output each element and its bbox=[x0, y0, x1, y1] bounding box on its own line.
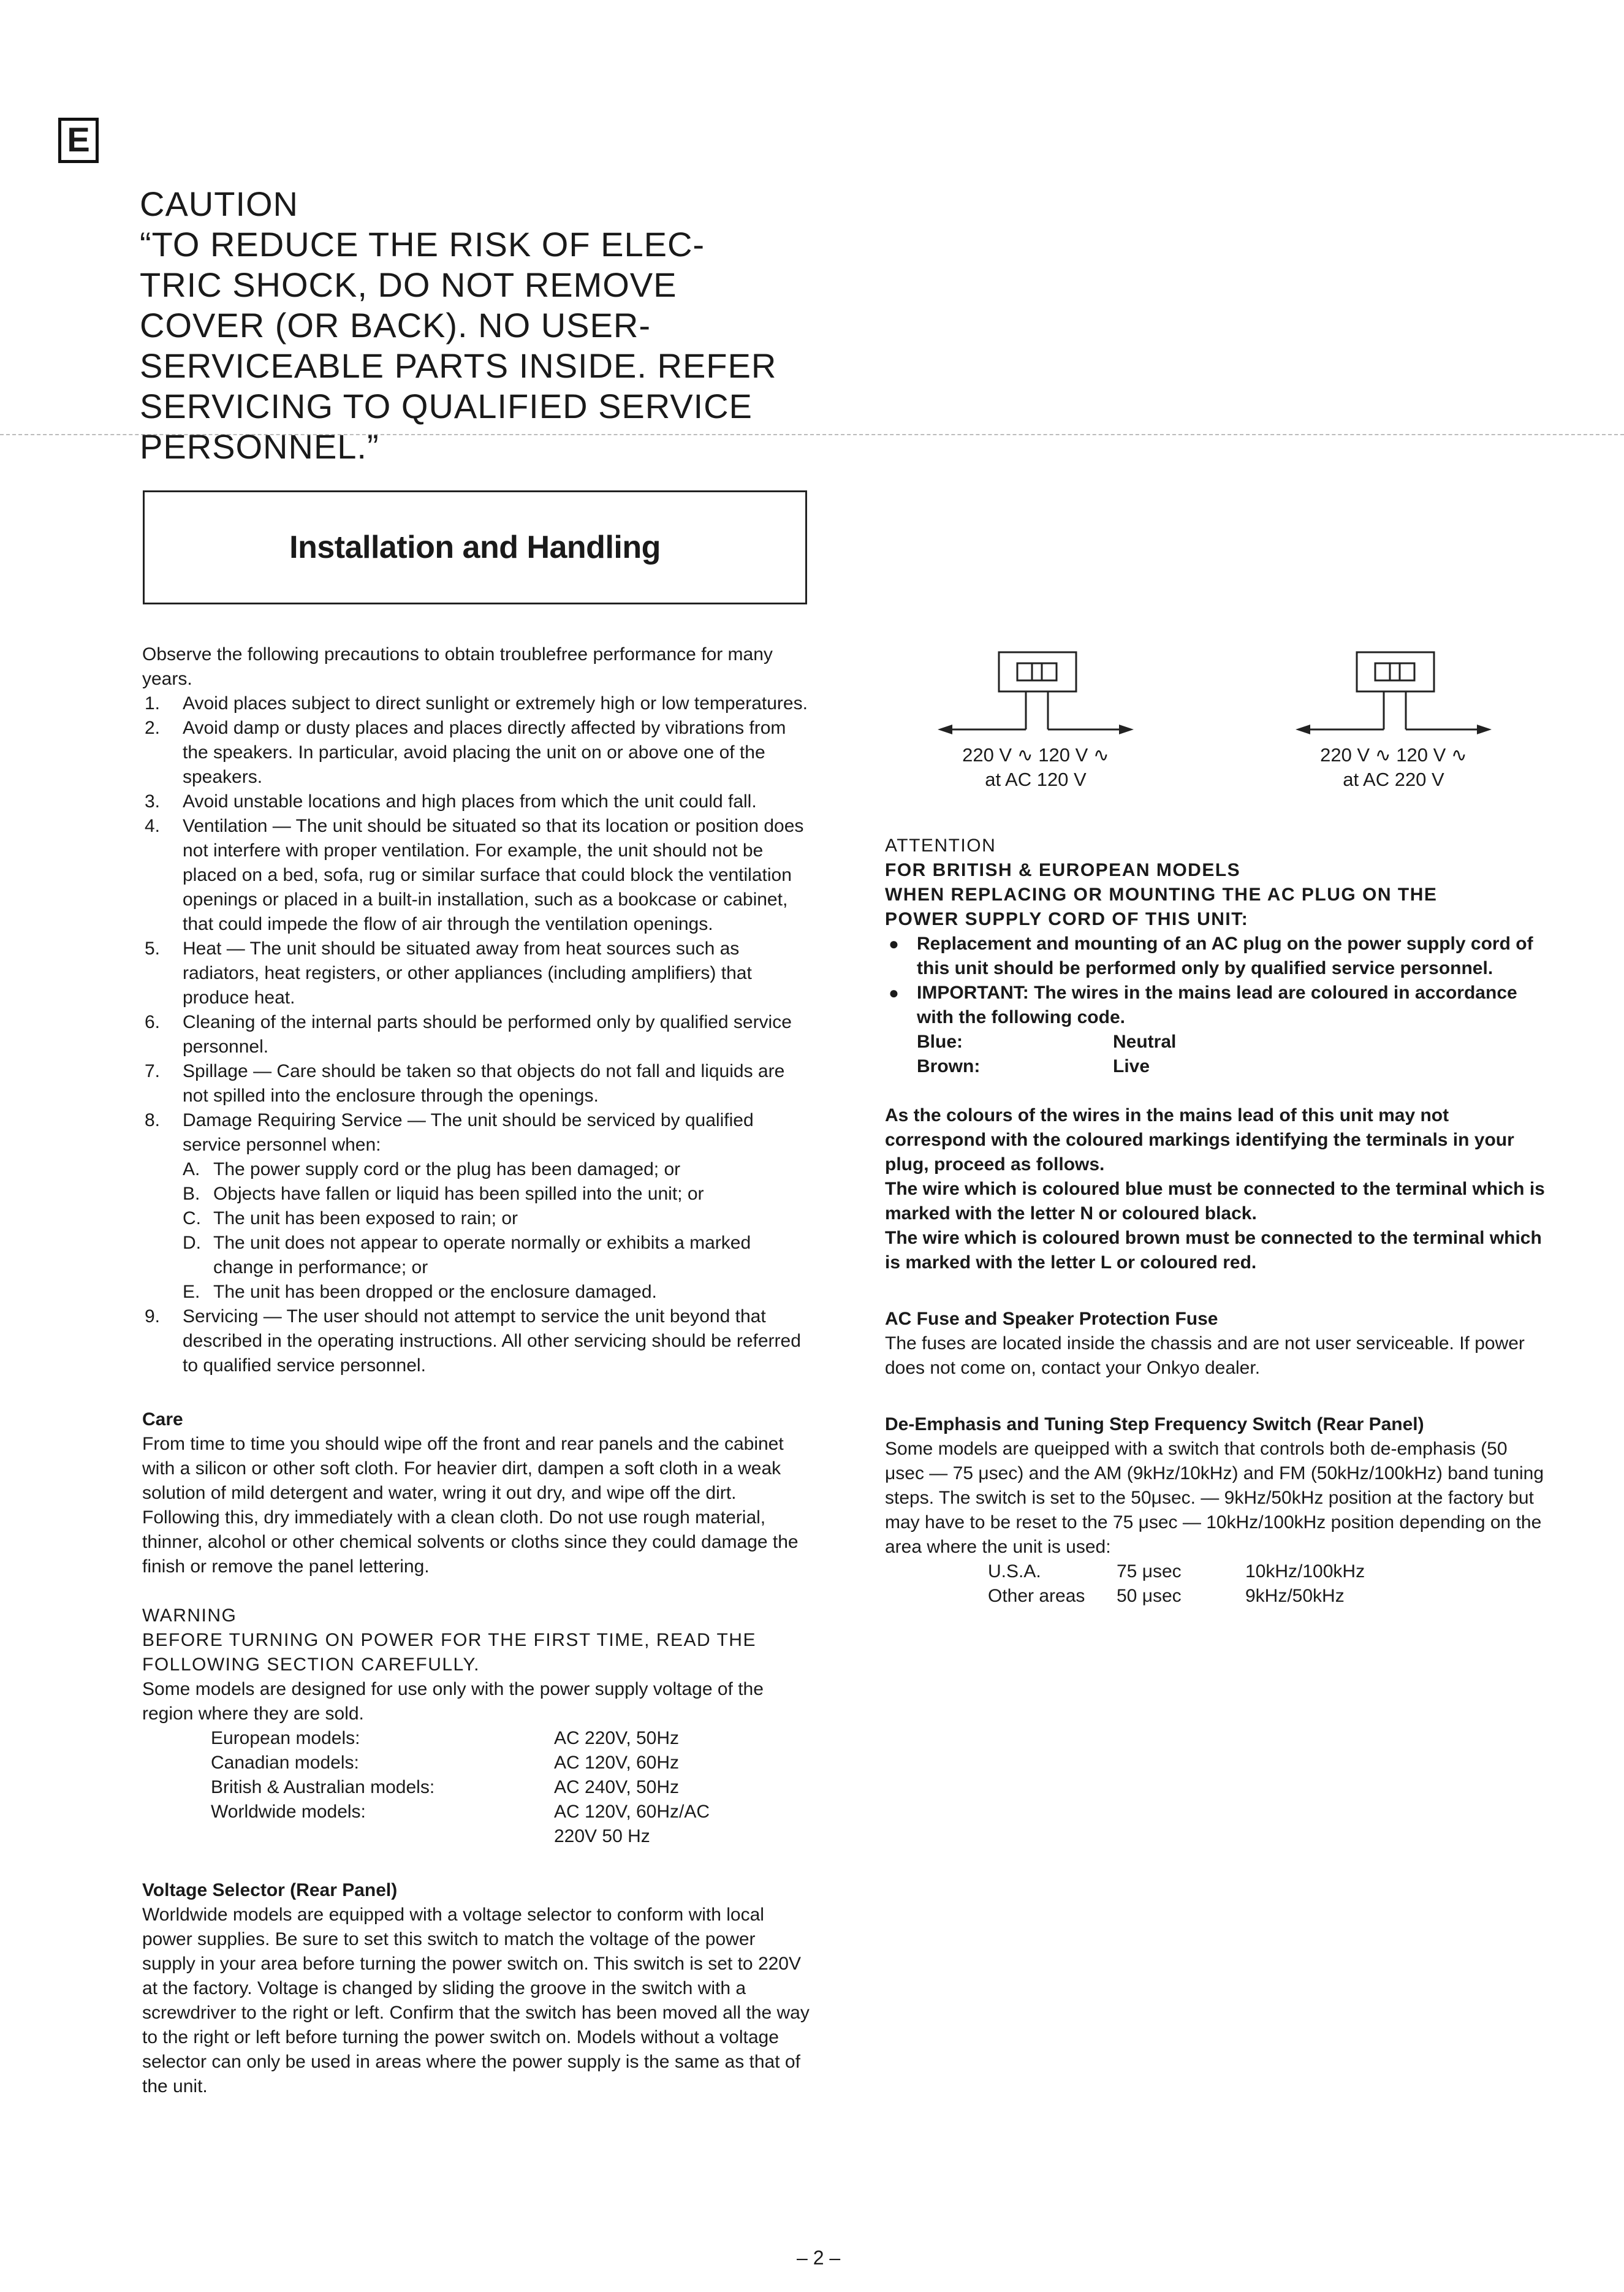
deemphasis-table bbox=[988, 1559, 1365, 1609]
warning-caps: BEFORE TURNING ON POWER FOR THE FIRST TIME, READ THE FOLLOWING SECTION CAREFULLY. bbox=[142, 1630, 756, 1675]
voltage-switch-icon bbox=[907, 650, 1164, 742]
attention-heading: ATTENTION bbox=[885, 836, 996, 856]
table-row: Other areas 50 μsec 9kHz/50kHz bbox=[988, 1586, 1345, 1606]
deemphasis-text: Some models are queipped with a switch that controls both de-emphasis (50 μsec — 75 μsec) and the AM (9kHz/10kHz) and FM (50kHz/100kHz) band tuning steps. The switch is set to the 50μsec. — 9kHz/50kHz position at the factory but may have to be reset to the 75 μsec — 10kHz/100kHz position depending on the area where the unit is used: bbox=[885, 1439, 1544, 1557]
list-item: ● Replacement and mounting of an AC plug on the power supply cord of this unit should be performed only by qualified service personnel. bbox=[885, 932, 1547, 981]
table-row: Worldwide models: AC 120V, 60Hz/AC bbox=[211, 1802, 710, 1822]
attention-paragraph: The wire which is coloured brown must be connected to the terminal which is marked with the letter L or coloured red. bbox=[885, 1228, 1542, 1273]
voltage-selector-heading: Voltage Selector (Rear Panel) bbox=[142, 1880, 398, 1900]
bullet-icon: ● bbox=[889, 983, 899, 1002]
intro-text: Observe the following precautions to obtain troublefree performance for many years. bbox=[142, 644, 773, 689]
language-badge: E bbox=[58, 118, 99, 163]
list-item: 7. Spillage — Care should be taken so that objects do not fall and liquids are not spilled into the enclosure through the openings. bbox=[145, 1061, 785, 1106]
section-title: Installation and Handling bbox=[289, 530, 661, 565]
attention-line: FOR BRITISH & EUROPEAN MODELS bbox=[885, 860, 1241, 880]
warning-heading: WARNING bbox=[142, 1605, 237, 1626]
list-item: 5. Heat — The unit should be situated away from heat sources such as radiators, heat registers, or other appliances (including amplifiers) that produce heat. bbox=[145, 939, 752, 1008]
switch-diagram-220 bbox=[1265, 650, 1522, 790]
list-item: C. The unit has been exposed to rain; or bbox=[183, 1208, 518, 1228]
list-item: 1. Avoid places subject to direct sunlight or extremely high or low temperatures. bbox=[145, 693, 808, 714]
care-heading: Care bbox=[142, 1409, 183, 1430]
diagram-label: 220 V ∿ 120 V ∿ bbox=[1320, 744, 1467, 766]
list-item: D. The unit does not appear to operate normally or exhibits a marked change in performance; or bbox=[183, 1233, 751, 1277]
list-item: 8. Damage Requiring Service — The unit should be serviced by qualified service personnel when: A. The power supply cord or the plug has been damaged; or B. Objects have fallen or liquid has been spilled into the unit; or C. The unit has been exposed to rain; or D. The unit does not appear to operate normally or exhibits a marked change in performance; or E. The unit has been dropped or the enclosure damaged. bbox=[142, 1108, 810, 1304]
left-column bbox=[142, 642, 810, 2099]
list-item: 9. Servicing — The user should not attempt to service the unit beyond that described in the operating instructions. All other servicing should be referred to qualified service personnel. bbox=[145, 1306, 801, 1376]
section-title-box bbox=[143, 490, 807, 604]
right-column bbox=[885, 834, 1547, 1609]
table-row: Brown: Live bbox=[917, 1056, 1150, 1076]
precautions-list bbox=[142, 691, 810, 1378]
caution-line: SERVICING TO QUALIFIED SERVICE bbox=[140, 387, 753, 425]
diagram-sublabel: at AC 220 V bbox=[1343, 769, 1444, 790]
voltage-selector-text: Worldwide models are equipped with a voltage selector to conform with local power supplies. Be sure to set this switch to match the voltage of the power supply in your area before turning the power switch on. This switch is set to 220V at the factory. Voltage is changed by sliding the groove in the switch with a screwdriver to the right or left. Confirm that the switch has been moved all the way to the right or left before turning the power switch on. Models without a voltage selector can only be used in areas where the power supply is the same as that of the unit. bbox=[142, 1905, 810, 2096]
voltage-switch-icon bbox=[1265, 650, 1522, 742]
table-row: Blue: Neutral bbox=[917, 1032, 1177, 1052]
attention-paragraph: The wire which is coloured blue must be connected to the terminal which is marked with the letter N or coloured black. bbox=[885, 1179, 1545, 1224]
switch-diagram-120 bbox=[907, 650, 1164, 790]
list-item: E. The unit has been dropped or the enclosure damaged. bbox=[183, 1282, 657, 1302]
attention-line: POWER SUPPLY CORD OF THIS UNIT: bbox=[885, 909, 1249, 929]
diagram-label: 220 V ∿ 120 V ∿ bbox=[962, 744, 1109, 766]
table-row: U.S.A. 75 μsec 10kHz/100kHz bbox=[988, 1561, 1365, 1582]
list-item: ● IMPORTANT: The wires in the mains lead are coloured in accordance with the following code. Blue: Neutral Brown: Live bbox=[885, 981, 1547, 1079]
caution-line: PERSONNEL.” bbox=[140, 427, 379, 466]
bullet-icon: ● bbox=[889, 934, 899, 953]
list-item: A. The power supply cord or the plug has been damaged; or bbox=[183, 1159, 681, 1179]
table-row: Canadian models: AC 120V, 60Hz bbox=[211, 1753, 680, 1773]
deemphasis-heading: De-Emphasis and Tuning Step Frequency Switch (Rear Panel) bbox=[885, 1414, 1424, 1434]
attention-paragraph: As the colours of the wires in the mains lead of this unit may not correspond with the coloured markings identifying the terminals in your plug, proceed as follows. bbox=[885, 1105, 1514, 1175]
caution-line: TRIC SHOCK, DO NOT REMOVE bbox=[140, 265, 677, 304]
list-item: 2. Avoid damp or dusty places and places directly affected by vibrations from the speakers. In particular, avoid placing the unit on or above one of the speakers. bbox=[145, 718, 786, 787]
models-table bbox=[211, 1726, 710, 1849]
caution-title: CAUTION bbox=[140, 185, 298, 223]
caution-line: COVER (OR BACK). NO USER- bbox=[140, 306, 651, 345]
table-row: 220V 50 Hz bbox=[554, 1826, 650, 1846]
caution-text bbox=[140, 224, 814, 467]
list-item: B. Objects have fallen or liquid has been spilled into the unit; or bbox=[183, 1184, 704, 1204]
wire-code-table bbox=[917, 1030, 1176, 1079]
fuse-text: The fuses are located inside the chassis and are not user serviceable. If power does not come on, contact your Onkyo dealer. bbox=[885, 1333, 1525, 1378]
table-row: European models: AC 220V, 50Hz bbox=[211, 1728, 680, 1748]
caution-line: SERVICEABLE PARTS INSIDE. REFER bbox=[140, 346, 777, 385]
damage-cases-list bbox=[183, 1157, 810, 1304]
care-text: From time to time you should wipe off the front and rear panels and the cabinet with a silicon or other soft cloth. For heavier dirt, dampen a soft cloth in a weak solution of mild detergent and water, wring it out dry, and wipe off the dirt. Following this, dry immediately with a clean cloth. Do not use rough material, thinner, alcohol or other chemical solvents or cloths since they could damage the finish or remove the panel lettering. bbox=[142, 1434, 799, 1577]
attention-bullets bbox=[885, 932, 1547, 1079]
warning-text: Some models are designed for use only with the power supply voltage of the region where they are sold. bbox=[142, 1679, 764, 1724]
list-item: 6. Cleaning of the internal parts should be performed only by qualified service personnel. bbox=[145, 1012, 792, 1057]
page-number: – 2 – bbox=[797, 2247, 841, 2269]
caution-line: “TO REDUCE THE RISK OF ELEC- bbox=[140, 225, 705, 264]
diagram-sublabel: at AC 120 V bbox=[985, 769, 1087, 790]
fuse-heading: AC Fuse and Speaker Protection Fuse bbox=[885, 1309, 1218, 1329]
list-item: 4. Ventilation — The unit should be situated so that its location or position does not interfere with proper ventilation. For example, the unit should not be placed on a bed, sofa, rug or similar surface that could block the ventilation openings or placed in a built-in installation, such as a bookcase or cabinet, that could impede the flow of air through the ventilation openings. bbox=[145, 816, 804, 934]
attention-line: WHEN REPLACING OR MOUNTING THE AC PLUG ON THE bbox=[885, 885, 1438, 905]
table-row: British & Australian models: AC 240V, 50Hz bbox=[211, 1777, 680, 1797]
list-item: 3. Avoid unstable locations and high places from which the unit could fall. bbox=[145, 791, 757, 812]
